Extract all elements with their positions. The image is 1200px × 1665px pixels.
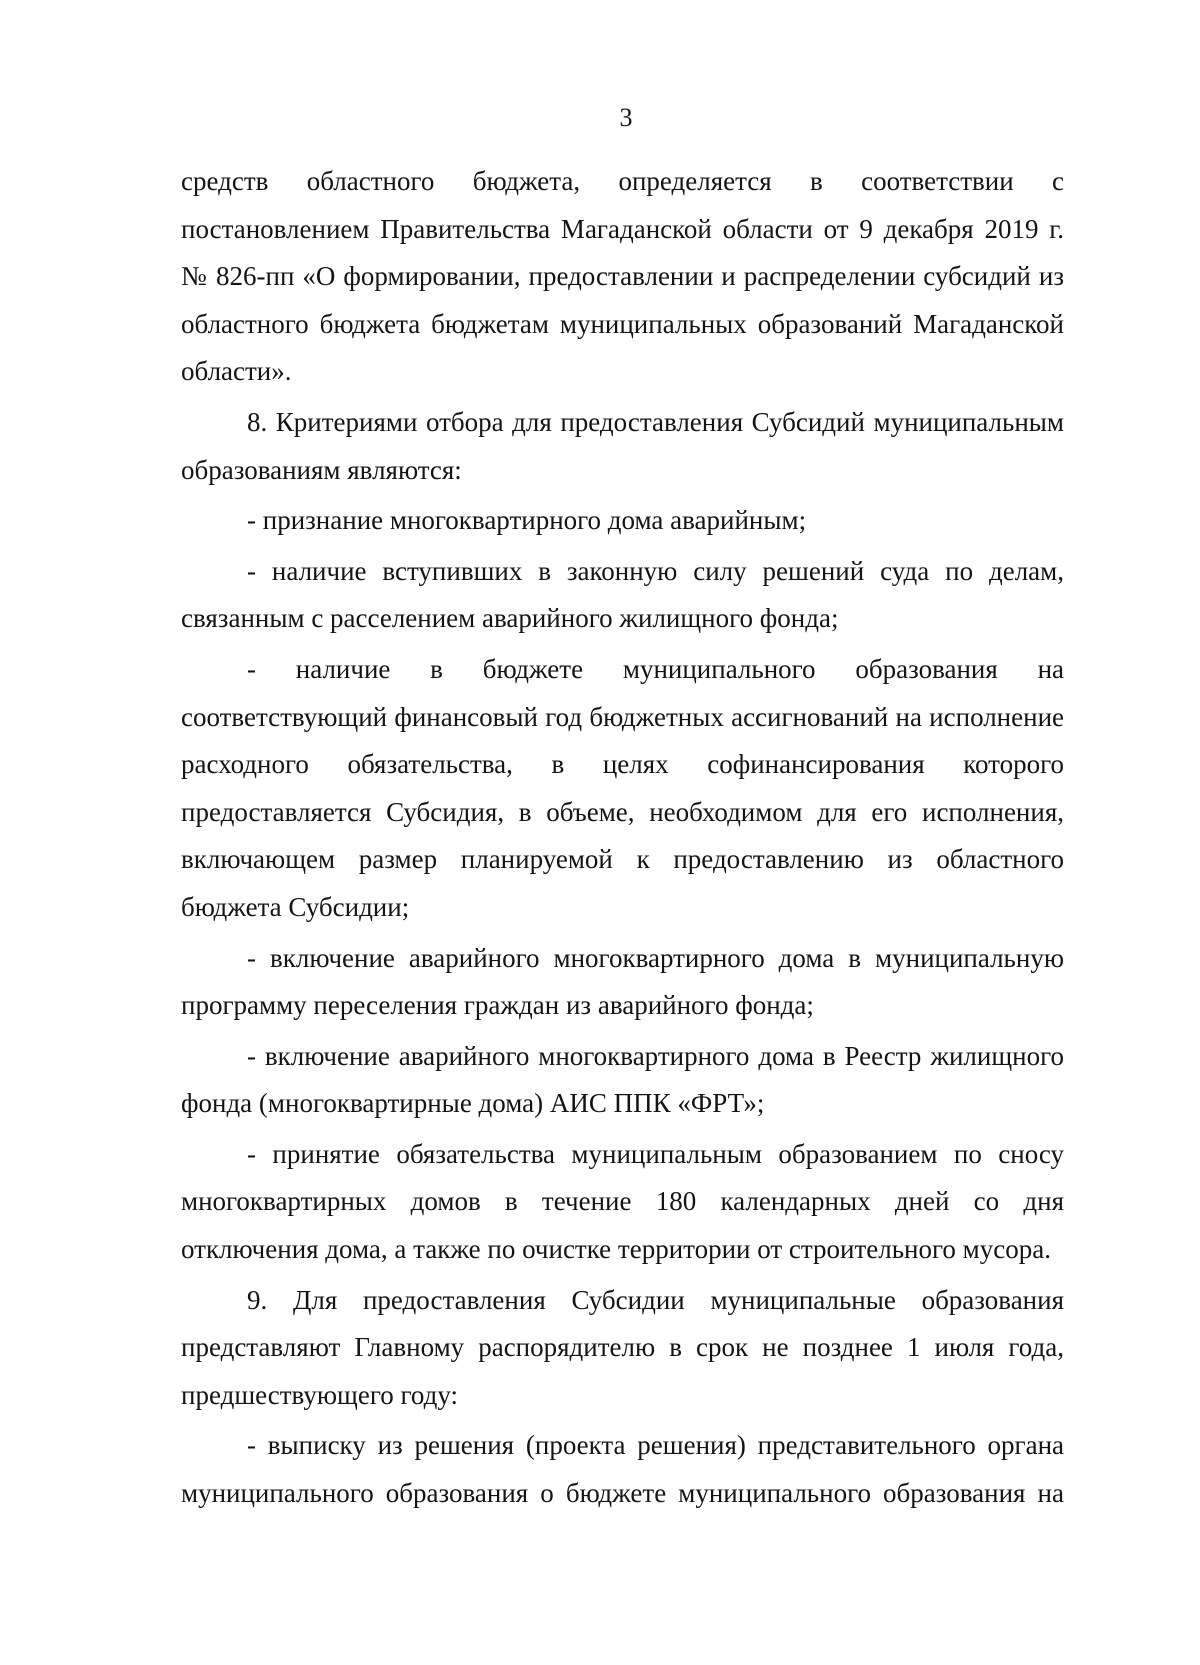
document-body [181, 158, 1064, 1518]
paragraph-item-8: 8. Критериями отбора для предоставления Субсидий муниципальным образованиям являются: [181, 406, 1064, 485]
criterion-budget-allocations: - наличие в бюджете муниципального образования на соответствующий финансовый год бюджетных ассигнований на исполнение расходного обязательства, в целях софинансирования которого предоставляется Субсидия, в объеме, необходимом для его исполнения, включающем размер планируемой к предоставлению из областного бюджета Субсидии; [181, 653, 1064, 922]
paragraph-item-9: 9. Для предоставления Субсидии муниципальные образования представляют Главному распорядителю в срок не позднее 1 июля года, предшествующего году: [181, 1284, 1064, 1410]
criterion-emergency-status: - признание многоквартирного дома аварийным; [247, 505, 807, 536]
criterion-court-decisions: - наличие вступивших в законную силу решений суда по делам, связанным с расселением аварийного жилищного фонда; [181, 555, 1064, 634]
paragraph-continuation: средств областного бюджета, определяется в соответствии с постановлением Правительства Магаданской области от 9 декабря 2019 г. № 826-пп «О формировании, предоставлении и распределении субсидий из областного бюджета бюджетам муниципальных образований Магаданской области». [181, 166, 1064, 387]
criterion-demolition-obligation: - принятие обязательства муниципальным образованием по сносу многоквартирных домов в течение 180 календарных дней со дня отключения дома, а также по очистке территории от строительного мусора. [181, 1138, 1064, 1265]
document-list-item-budget-extract: - выписку из решения (проекта решения) представительного органа муниципального образования о бюджете муниципального образования на [181, 1430, 1064, 1509]
criterion-registry-inclusion: - включение аварийного многоквартирного дома в Реестр жилищного фонда (многоквартирные дома) АИС ППК «ФРТ»; [181, 1040, 1064, 1119]
page-number: 3 [619, 103, 633, 132]
criterion-municipal-program: - включение аварийного многоквартирного дома в муниципальную программу переселения граждан из аварийного фонда; [181, 942, 1064, 1021]
